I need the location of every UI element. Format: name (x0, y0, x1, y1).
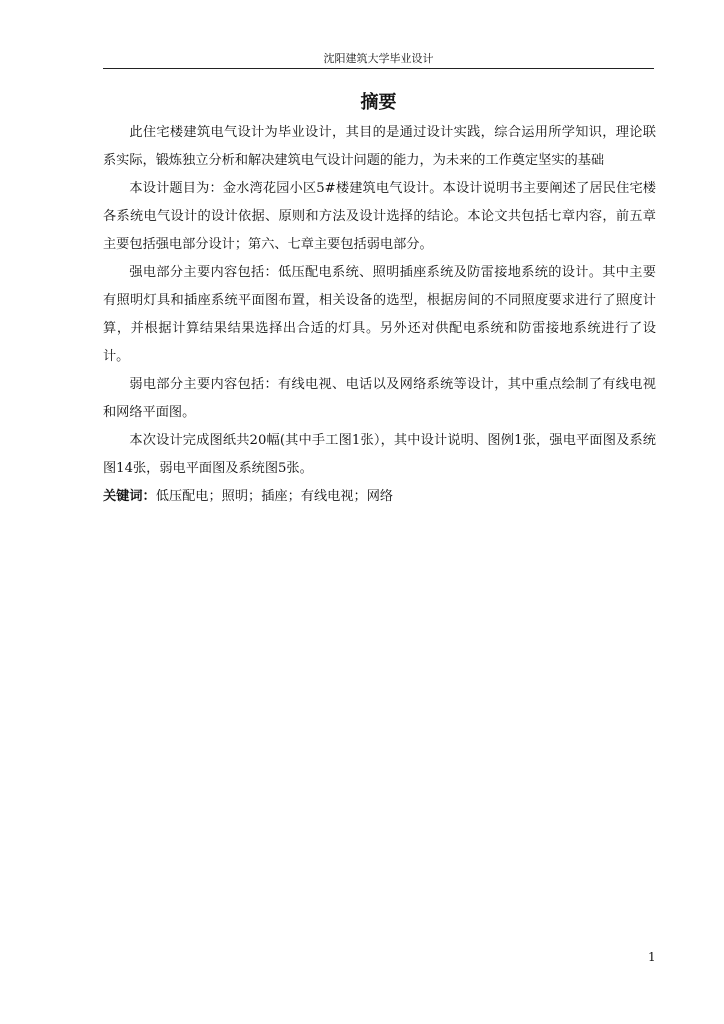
abstract-paragraph-1: 此住宅楼建筑电气设计为毕业设计，其目的是通过设计实践，综合运用所学知识，理论联系实际，锻炼独立分析和解决建筑电气设计问题的能力，为未来的工作奠定坚实的基础 (103, 125, 656, 168)
header-title: 沈阳建筑大学毕业设计 (323, 52, 434, 65)
abstract-paragraph-3: 强电部分主要内容包括：低压配电系统、照明插座系统及防雷接地系统的设计。其中主要有照明灯具和插座系统平面图布置，相关设备的选型，根据房间的不同照度要求进行了照度计算，并根据计算结果结果选择出合适的灯具。另外还对供配电系统和防雷接地系统进行了设计。 (103, 265, 656, 364)
abstract-paragraph-4: 弱电部分主要内容包括：有线电视、电话以及网络系统等设计，其中重点绘制了有线电视和网络平面图。 (103, 377, 656, 420)
abstract-body (103, 119, 656, 511)
abstract-title: 摘要 (360, 92, 397, 113)
page-header (103, 50, 654, 69)
abstract-paragraph-2: 本设计题目为：金水湾花园小区5#楼建筑电气设计。本设计说明书主要阐述了居民住宅楼各系统电气设计的设计依据、原则和方法及设计选择的结论。本论文共包括七章内容，前五章主要包括强电部分设计；第六、七章主要包括弱电部分。 (103, 181, 656, 252)
keywords-label: 关键词： (103, 489, 156, 504)
page-number: 1 (648, 950, 656, 964)
abstract-paragraph-5: 本次设计完成图纸共20幅(其中手工图1张），其中设计说明、图例1张，强电平面图及系统图14张，弱电平面图及系统图5张。 (103, 433, 656, 476)
keywords-text: 低压配电；照明；插座；有线电视；网络 (155, 489, 394, 504)
keywords-line (103, 483, 656, 511)
